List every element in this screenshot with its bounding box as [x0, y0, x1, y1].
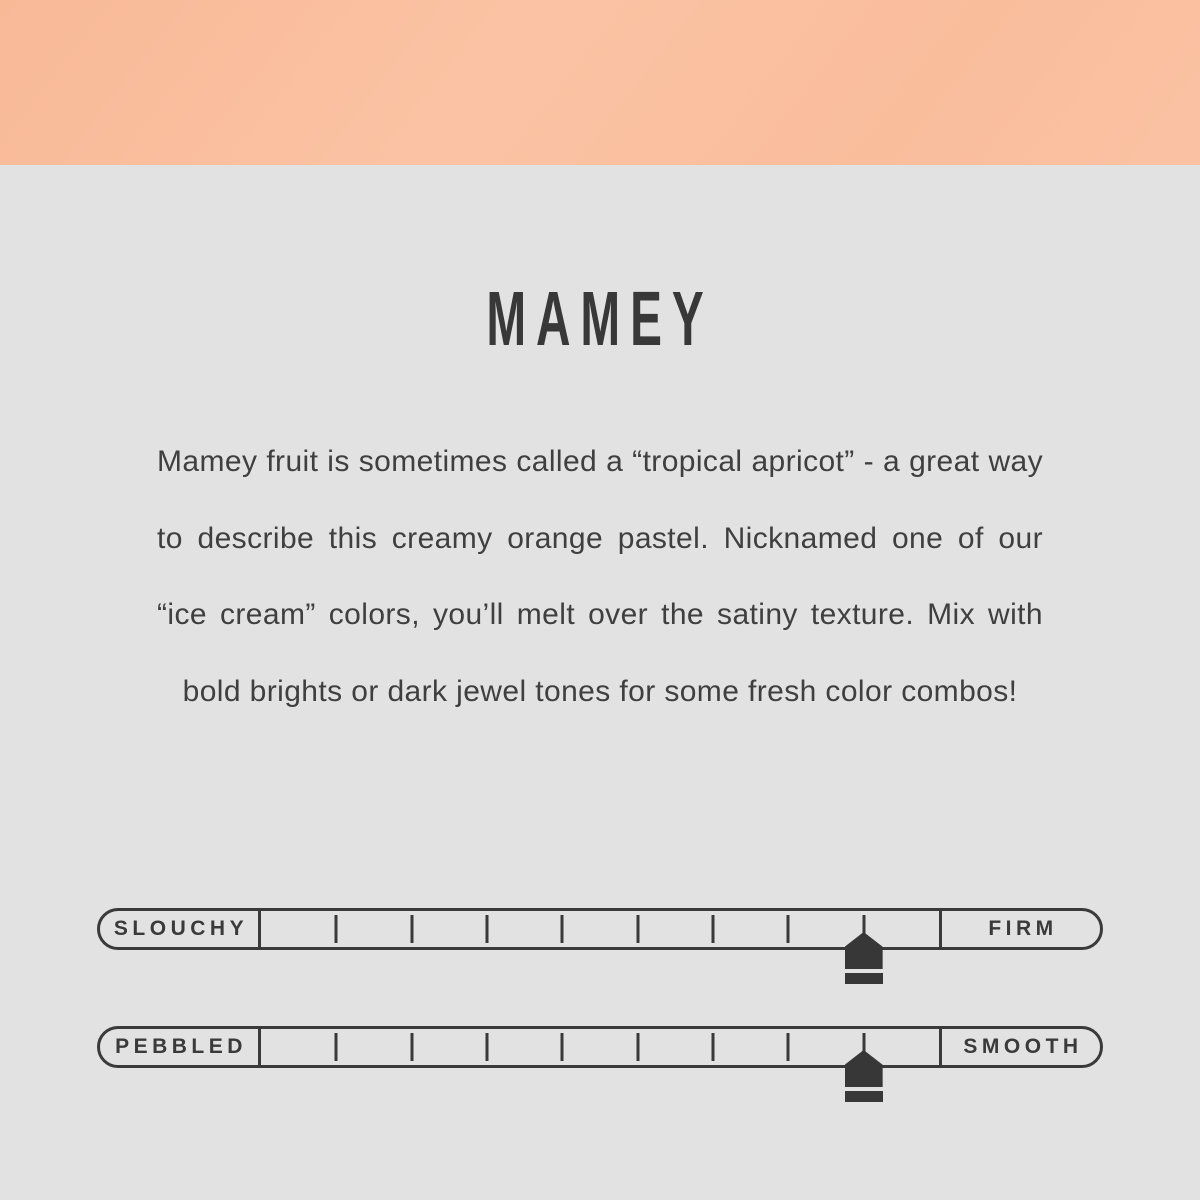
marker-nib-icon [845, 932, 883, 969]
color-description: Mamey fruit is sometimes called a “tropical apricot” - a great way to describe this creamy orange pastel. Nicknamed one of our “ice cream” colors, you’ll melt over the satiny texture. Mix with bold brights or dark jewel tones for some fresh color combos! [157, 445, 1043, 708]
slider-marker [845, 911, 883, 989]
tick-mark [335, 1033, 338, 1061]
slider-right-section [942, 911, 1100, 947]
tick-mark [712, 915, 715, 943]
attribute-sliders [97, 908, 1103, 1144]
tick-mark [561, 915, 564, 943]
tick-mark [410, 915, 413, 943]
tick-mark [561, 1033, 564, 1061]
tick-mark [410, 1033, 413, 1061]
slider-right-section [942, 1029, 1100, 1065]
slider-left-section [100, 911, 258, 947]
slider-scale [258, 911, 942, 947]
slider-slouchy-firm [97, 908, 1103, 950]
slider-pebbled-smooth [97, 1026, 1103, 1068]
tick-mark [486, 1033, 489, 1061]
color-title: MAMEY [486, 276, 714, 362]
tick-mark [787, 915, 790, 943]
slider-left-section [100, 1029, 258, 1065]
slider-right-label: SMOOTH [963, 1035, 1083, 1058]
slider-marker [845, 1029, 883, 1107]
slider-scale [258, 1029, 942, 1065]
slider-left-label: SLOUCHY [113, 917, 249, 940]
slider-right-label: FIRM [988, 917, 1058, 940]
tick-mark [486, 915, 489, 943]
tick-mark [636, 1033, 639, 1061]
marker-nib-icon [845, 1050, 883, 1087]
tick-mark [335, 915, 338, 943]
tick-mark [787, 1033, 790, 1061]
color-swatch [0, 0, 1200, 165]
marker-base [845, 973, 883, 984]
marker-base [845, 1091, 883, 1102]
tick-mark [712, 1033, 715, 1061]
slider-left-label: PEBBLED [115, 1035, 247, 1058]
tick-mark [636, 915, 639, 943]
